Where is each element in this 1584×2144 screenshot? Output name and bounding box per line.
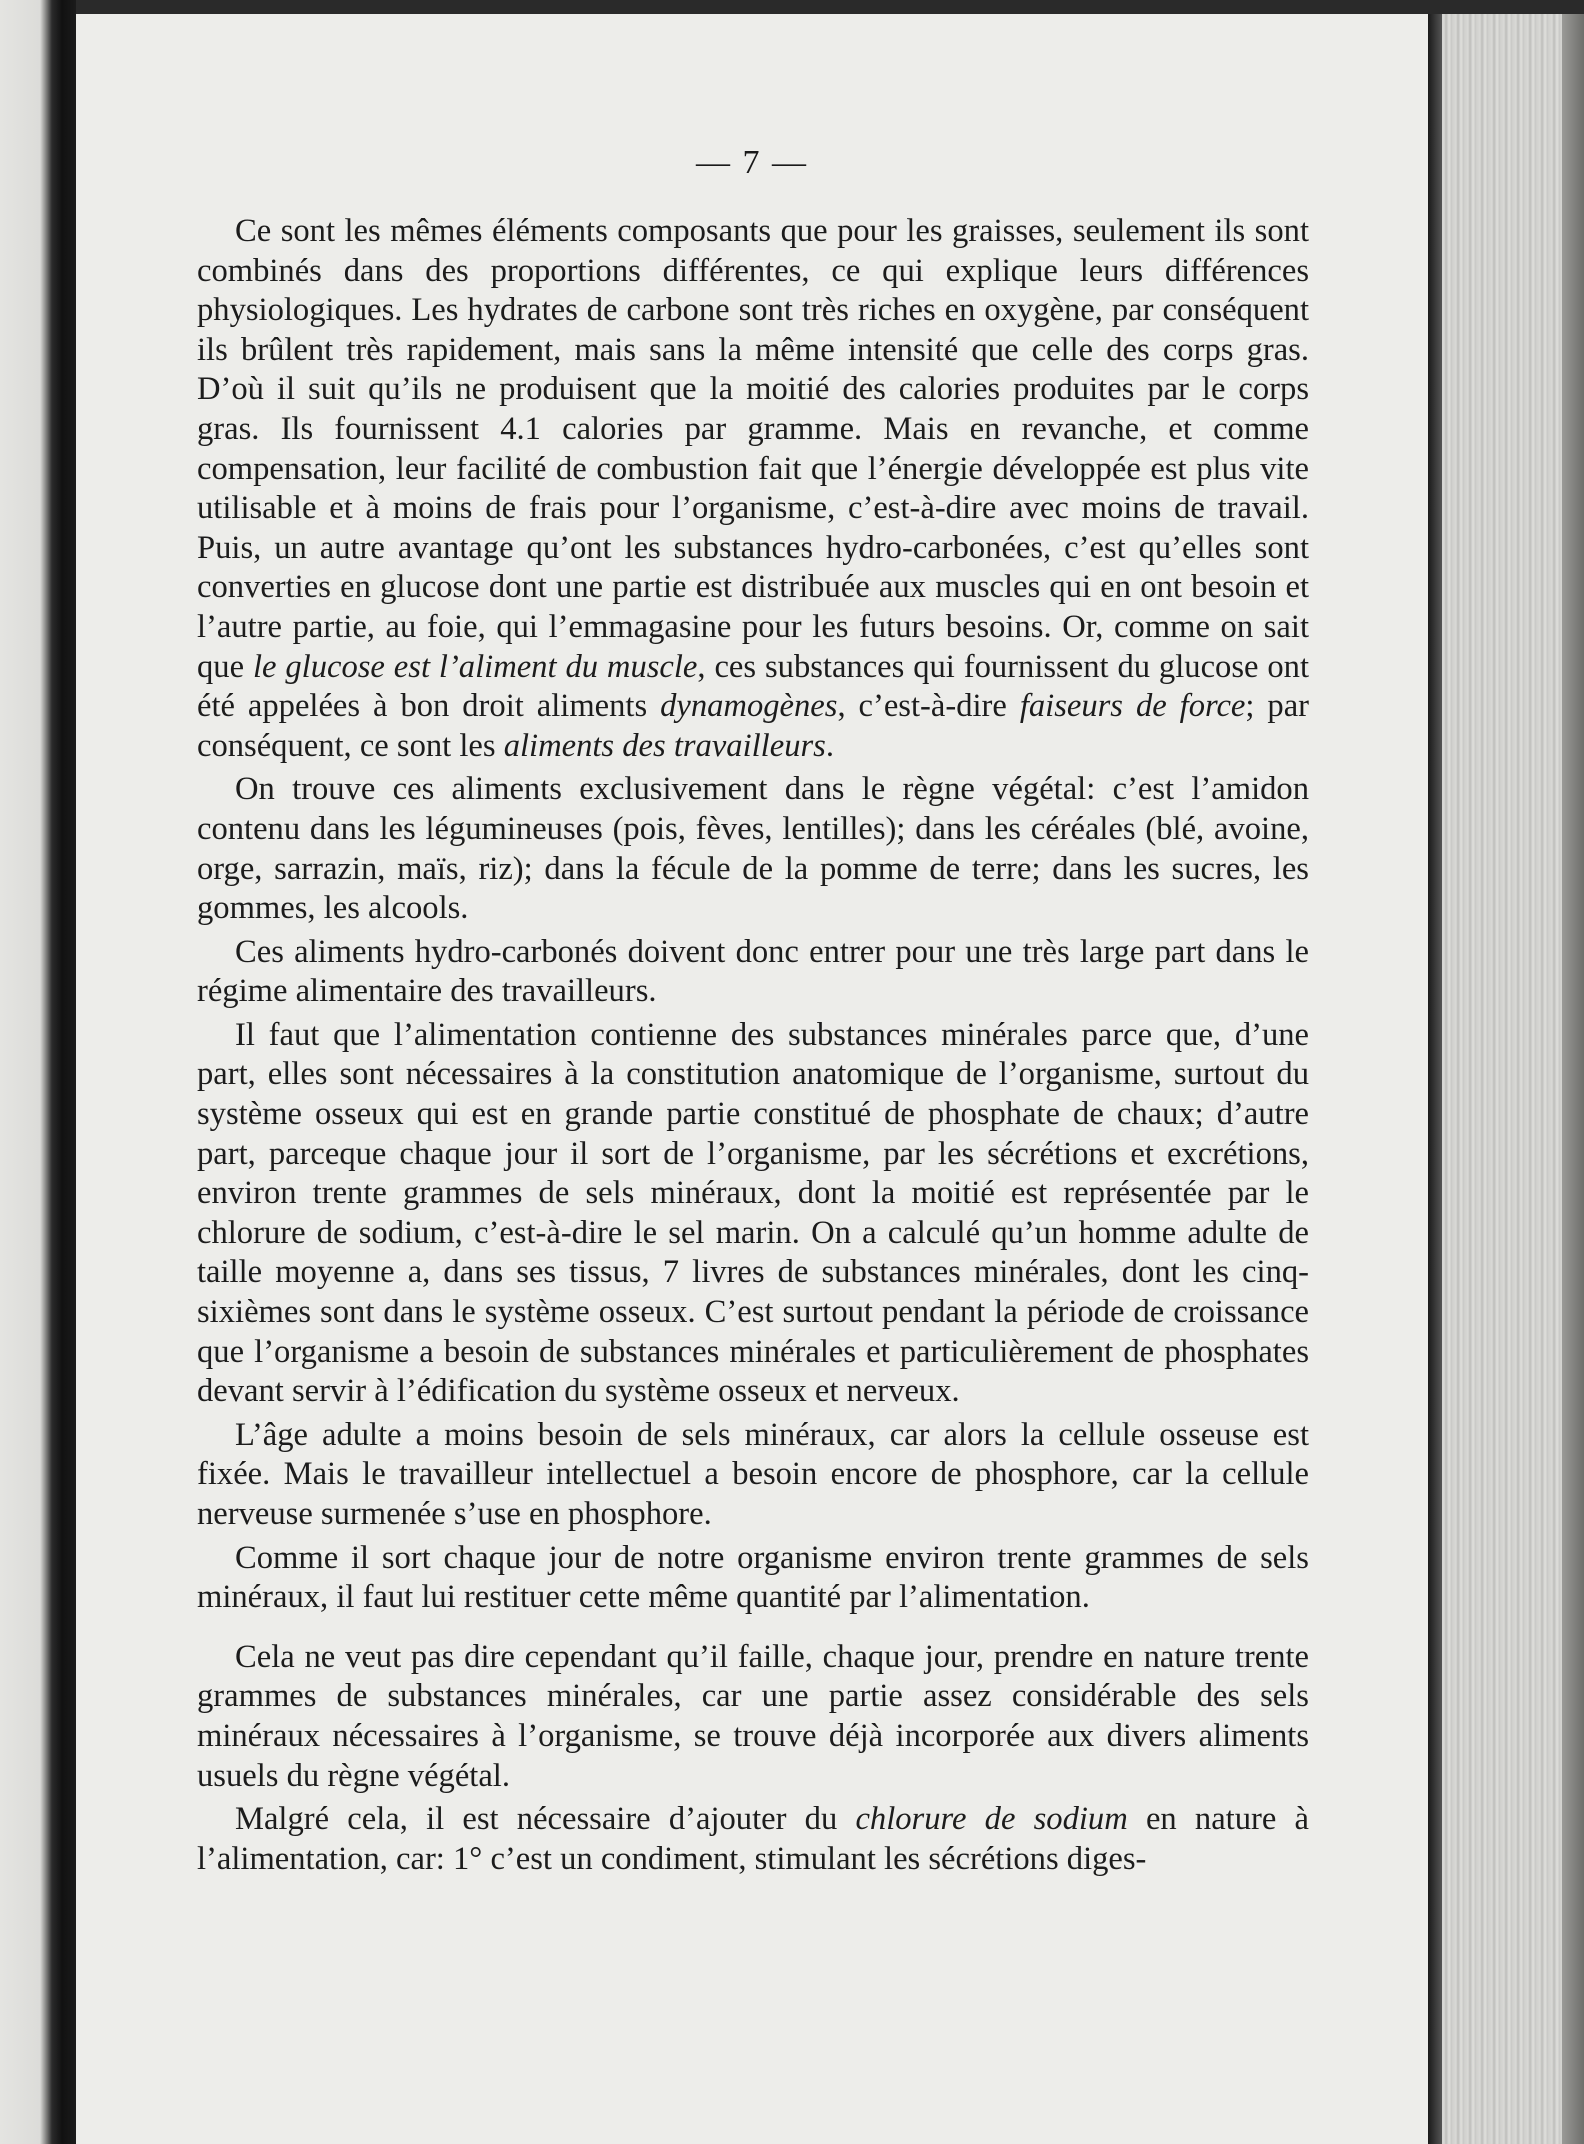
paragraph-p1	[197, 212, 1309, 766]
italic-text: dynamogènes	[660, 688, 838, 725]
paragraph-p5	[197, 1416, 1309, 1535]
text-run: en nature à l’alimentation, car: 1° c’est un condiment, stimulant les sécrétions diges-	[197, 1801, 1309, 1877]
text-run: Ce sont les mêmes éléments composants que pour les graisses, seulement ils sont combinés dans des proportions différentes, ce qui explique leurs différences physiologiques. Les hydrates de carbone sont très riches en oxygène, par conséquent ils brûlent très rapidement, mais sans la même intensité que celle des corps gras. D’où il suit qu’ils ne produisent que la moitié des calories produites par le corps gras. Ils fournissent 4.1 calories par gramme. Mais en revanche, et comme compensation, leur facilité de combustion fait que l’énergie développée est plus vite utilisable et à moins de frais pour l’organisme, c’est-à-dire avec moins de travail. Puis, un autre avantage qu’ont les substances hydro-carbonées, c’est qu’elles sont converties en glucose dont une partie est distribuée aux muscles qui en ont besoin et l’autre partie, au foie, qui l’emmagasine pour les futurs besoins. Or, comme on sait que	[197, 213, 1309, 685]
text-run: L’âge adulte a moins besoin de sels minéraux, car alors la cellule osseuse est fixée. Mais le travailleur intellectuel a besoin encore de phosphore, car la cellule nerveuse surmenée s’use en phosphore.	[197, 1416, 1309, 1532]
text-run: Ces aliments hydro-carbonés doivent donc entrer pour une très large part dans le régime alimentaire des travailleurs.	[197, 933, 1309, 1010]
book-spine-shadow	[0, 0, 76, 2144]
paragraph-p2	[197, 770, 1309, 928]
page-number: — 7 —	[696, 144, 808, 181]
text-run: Cela ne veut pas dire cependant qu’il faille, chaque jour, prendre en nature trente grammes de substances minérales, car une partie assez considérable des sels minéraux nécessaires à l’organisme, se trouve déjà incorporée aux divers aliments usuels du règne végétal.	[197, 1638, 1309, 1794]
italic-text: chlorure de sodium	[855, 1801, 1128, 1838]
page-stack-edge	[1428, 14, 1584, 2144]
text-run: Comme il sort chaque jour de notre organisme environ trente grammes de sels minéraux, il faut lui restituer cette même quantité par l’alimentation.	[197, 1539, 1309, 1616]
italic-text: aliments des travailleurs	[503, 727, 826, 764]
italic-text: le glucose est l’aliment du muscle	[252, 648, 698, 685]
text-run: , ces substances qui fournissent du glucose ont été appelées à bon droit aliments	[197, 648, 1309, 725]
text-run: Il faut que l’alimentation contienne des substances minérales parce que, d’une part, elles sont nécessaires à la constitution anatomique de l’organisme, surtout du système osseux qui est en grande partie constitué de phosphate de chaux; d’autre part, parceque chaque jour il sort de l’organisme, par les sécrétions et excrétions, environ trente grammes de sels minéraux, dont la moitié est représentée par le chlorure de sodium, c’est-à-dire le sel marin. On a calculé qu’un homme adulte de taille moyenne a, dans ses tissus, 7 livres de substances minérales, dont les cinq-sixièmes sont dans le système osseux. C’est surtout pendant la période de croissance que l’organisme a besoin de substances minérales et particulièrement de phosphates devant servir à l’édification du système osseux et nerveux.	[197, 1016, 1309, 1410]
paragraph-p7	[197, 1638, 1309, 1796]
italic-text: faiseurs de force	[1019, 688, 1246, 725]
scan-top-border	[0, 0, 1584, 14]
text-run: Malgré cela, il est nécessaire d’ajouter du	[235, 1801, 856, 1838]
paragraph-p4	[197, 1016, 1309, 1412]
paragraph-p6	[197, 1539, 1309, 1618]
body-text	[197, 212, 1309, 1883]
text-run: .	[825, 727, 834, 764]
paragraph-p3	[197, 933, 1309, 1012]
text-run: On trouve ces aliments exclusivement dans le règne végétal: c’est l’amidon contenu dans les légumineuses (pois, fèves, lentilles); dans les céréales (blé, avoine, orge, sarrazin, maïs, riz); dans la fécule de la pomme de terre; dans les sucres, les gommes, les alcools.	[197, 771, 1309, 927]
text-run: , c’est-à-dire	[837, 688, 1020, 725]
text-run: ; par conséquent, ce sont les	[197, 688, 1309, 764]
book-page	[76, 14, 1428, 2144]
paragraph-p8	[197, 1800, 1309, 1879]
